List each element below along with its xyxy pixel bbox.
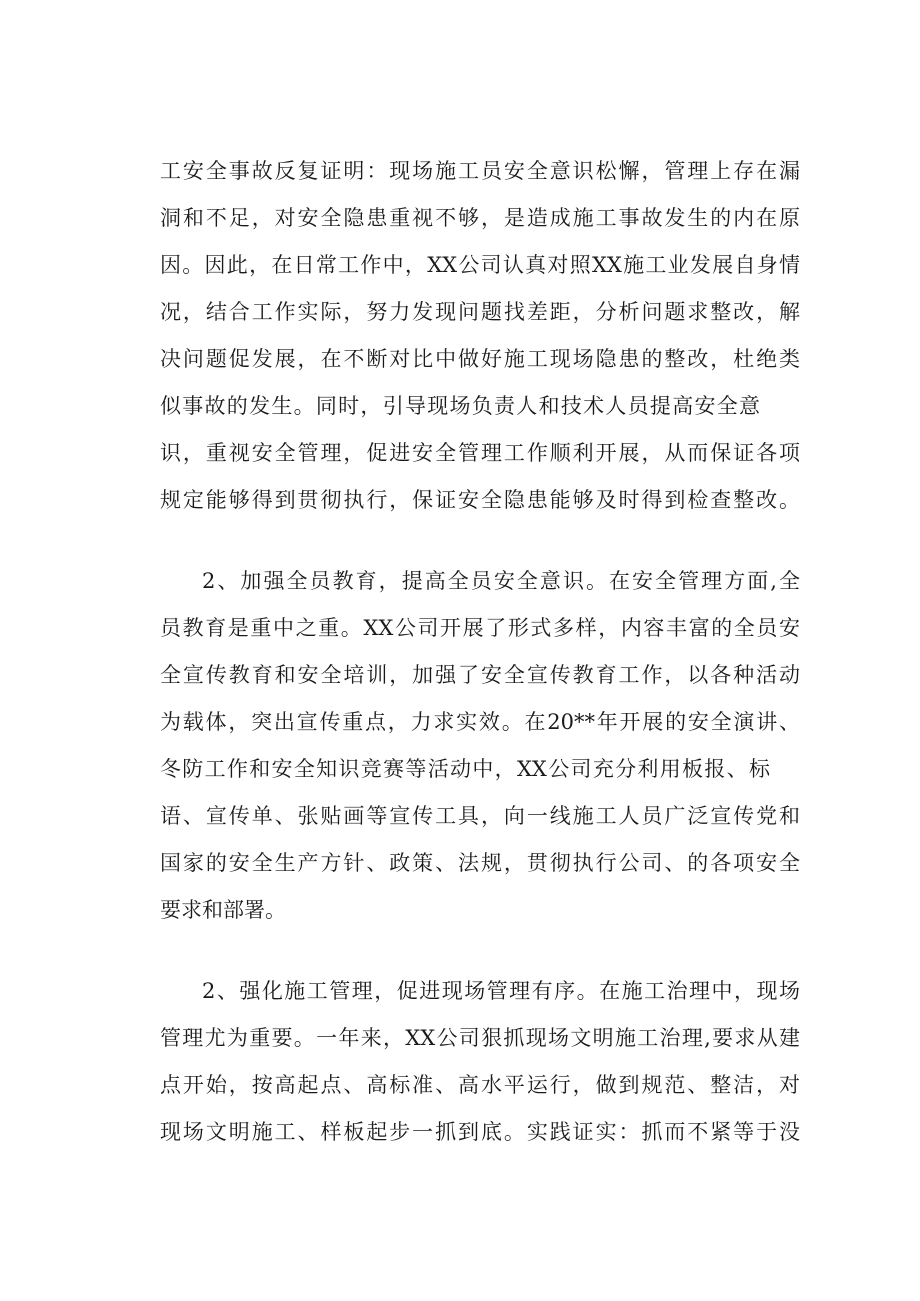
text-line: 国家的安全生产方针、政策、法规，贯彻执行公司、的各项安全 — [160, 851, 800, 875]
text-line: 员教育是重中之重。XX公司开展了形式多样，内容丰富的全员安 — [160, 616, 800, 640]
text-line: 况，结合工作实际，努力发现问题找差距，分析问题求整改，解 — [160, 300, 800, 324]
text-line: 现场文明施工、样板起步一抓到底。实践证实：抓而不紧等于没 — [160, 1120, 800, 1144]
text-line: 决问题促发展，在不断对比中做好施工现场隐患的整改，杜绝类 — [160, 347, 800, 371]
text-line: 语、宣传单、张贴画等宣传工具，向一线施工人员广泛宣传党和 — [160, 804, 800, 828]
text-line: 点开始，按高起点、高标准、高水平运行，做到规范、整洁，对 — [160, 1073, 800, 1097]
text-line: 因。因此，在日常工作中，XX公司认真对照XX施工业发展自身情 — [160, 253, 800, 277]
text-line: 似事故的发生。同时，引导现场负责人和技术人员提高安全意 — [160, 394, 760, 418]
text-line: 要求和部署。 — [160, 898, 286, 922]
text-line: 管理尤为重要。一年来，XX公司狠抓现场文明施工治理,要求从建 — [160, 1026, 800, 1050]
text-line: 识，重视安全管理，促进安全管理工作顺利开展，从而保证各项 — [160, 441, 800, 465]
text-line: 全宣传教育和安全培训，加强了安全宣传教育工作，以各种活动 — [160, 663, 800, 687]
text-line: 2、强化施工管理，促进现场管理有序。在施工治理中，现场 — [202, 979, 800, 1003]
text-line: 为载体，突出宣传重点，力求实效。在20**年开展的安全演讲、 — [160, 710, 800, 734]
text-line: 工安全事故反复证明：现场施工员安全意识松懈，管理上存在漏 — [160, 159, 800, 183]
text-line: 2、加强全员教育，提高全员安全意识。在安全管理方面,全 — [202, 569, 800, 593]
text-line: 规定能够得到贯彻执行，保证安全隐患能够及时得到检查整改。 — [160, 488, 800, 512]
text-line: 洞和不足，对安全隐患重视不够，是造成施工事故发生的内在原 — [160, 206, 800, 230]
text-line: 冬防工作和安全知识竞赛等活动中，XX公司充分利用板报、标 — [160, 757, 770, 781]
